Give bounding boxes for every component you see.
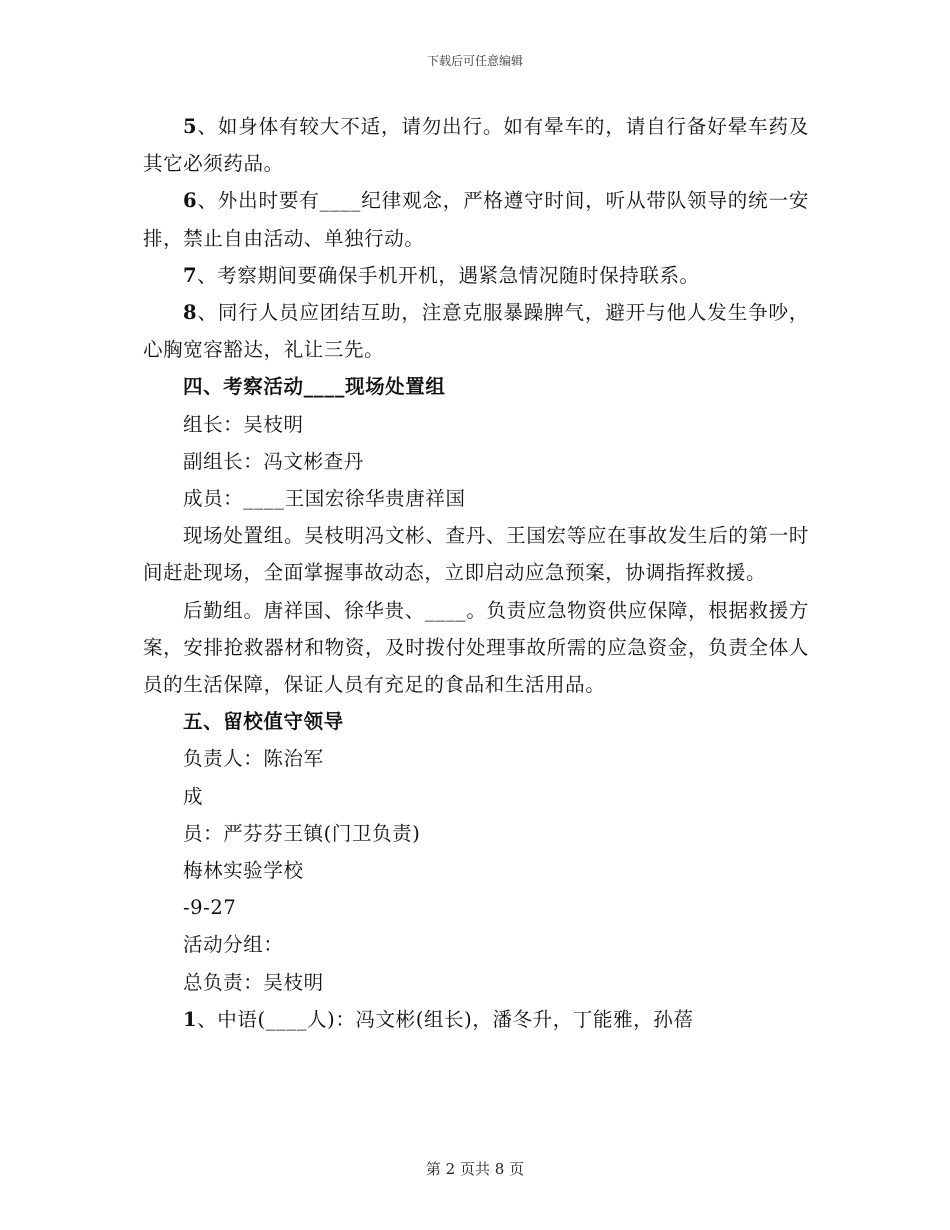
item-8 <box>143 294 809 368</box>
item-text: 、外出时要有____纪律观念，严格遵守时间，听从带队领导的统一安排，禁止自由活动、单独行动。 <box>143 189 809 250</box>
member-label-part1: 成 <box>182 784 204 808</box>
item-number: 5 <box>182 115 198 138</box>
group-members: 成员：____王国宏徐华贵唐祥国 <box>182 487 466 511</box>
person-in-charge: 负责人：陈治军 <box>182 747 324 771</box>
group-number: 1 <box>182 1007 198 1031</box>
item-7 <box>143 257 809 294</box>
group-leader: 组长：吴枝明 <box>182 412 304 436</box>
item-5 <box>143 108 809 182</box>
onsite-team-paragraph: 现场处置组。吴枝明冯文彬、查丹、王国宏等应在事故发生后的第一时间赶赴现场，全面掌握事故动态，立即启动应急预案，协调指挥救援。 <box>143 524 809 585</box>
item-text: 、同行人员应团结互助，注意克服暴躁脾气，避开与他人发生争吵，心胸宽容豁达，礼让三先。 <box>143 301 809 362</box>
item-text: 、如身体有较大不适，请勿出行。如有晕车的，请自行备好晕车药及其它必须药品。 <box>143 115 809 176</box>
section-5-title: 五、留校值守领导 <box>182 710 344 734</box>
item-number: 7 <box>182 263 198 287</box>
group-1 <box>143 1001 809 1038</box>
page-footer: 第 2 页共 8 页 <box>425 1160 525 1178</box>
document-body <box>143 108 809 1038</box>
document-date: -9-27 <box>182 896 237 920</box>
item-text: 、考察期间要确保手机开机，遇紧急情况随时保持联系。 <box>197 263 700 287</box>
activity-grouping-label: 活动分组： <box>182 933 284 957</box>
school-name: 梅林实验学校 <box>182 859 304 883</box>
logistics-team-paragraph: 后勤组。唐祥国、徐华贵、____。负责应急物资供应保障，根据救援方案，安排抢救器材和物资，及时拨付处理事故所需的应急资金，负责全体人员的生活保障，保证人员有充足的食品和生活用品。 <box>143 598 809 697</box>
group-text: 、中语(____人)：冯文彬(组长)，潘冬升，丁能雅，孙蓓 <box>197 1007 694 1031</box>
item-6 <box>143 182 809 256</box>
member-label-part2: 员：严芬芬王镇(门卫负责) <box>182 821 421 845</box>
section-4-title: 四、考察活动____现场处置组 <box>182 375 446 399</box>
page-header: 下载后可任意编辑 <box>426 54 523 68</box>
item-number: 6 <box>182 189 198 213</box>
item-number: 8 <box>182 301 198 325</box>
overall-in-charge: 总负责：吴枝明 <box>182 970 324 994</box>
vice-group-leader: 副组长：冯文彬查丹 <box>182 449 364 473</box>
